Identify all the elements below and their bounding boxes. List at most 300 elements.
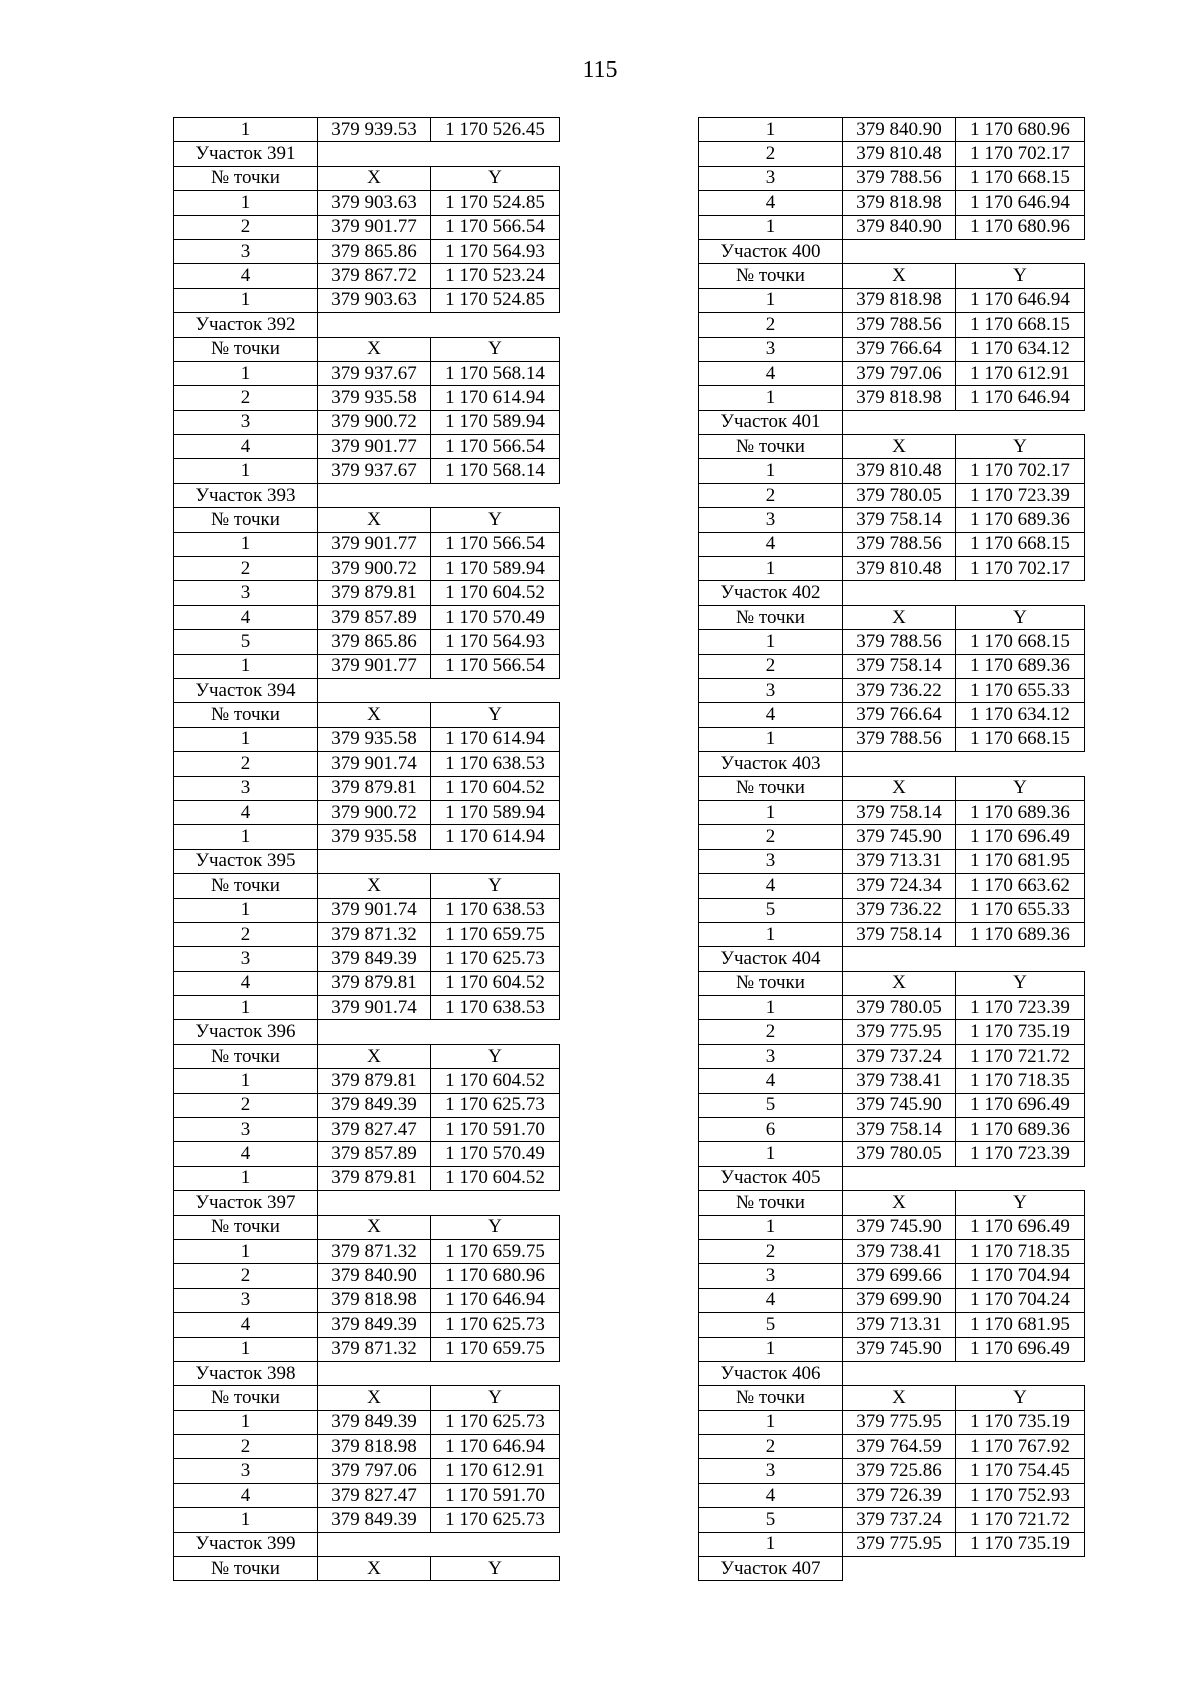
point-number: 3: [699, 166, 843, 190]
table-row: [699, 386, 1085, 410]
y-value: 1 170 566.54: [431, 532, 560, 556]
y-value: 1 170 625.73: [431, 1313, 560, 1337]
point-number: 1: [699, 1337, 843, 1361]
x-value: 379 758.14: [843, 800, 956, 824]
plot-title-row: [174, 483, 560, 507]
y-value: 1 170 604.52: [431, 1166, 560, 1190]
plot-title: Участок 402: [699, 581, 843, 605]
table-row: [174, 386, 560, 410]
table-row: [174, 630, 560, 654]
x-value: 379 901.74: [318, 996, 431, 1020]
table-row: [174, 1142, 560, 1166]
table-row: [174, 1093, 560, 1117]
table-row: [174, 1166, 560, 1190]
y-value: 1 170 723.39: [956, 1142, 1085, 1166]
column-header-row: [174, 508, 560, 532]
point-number: 1: [699, 800, 843, 824]
table-row: [174, 1337, 560, 1361]
x-value: 379 758.14: [843, 654, 956, 678]
y-value: 1 170 680.96: [956, 215, 1085, 239]
y-value: 1 170 659.75: [431, 1337, 560, 1361]
column-header-row: [699, 264, 1085, 288]
x-value: 379 901.77: [318, 532, 431, 556]
y-value: 1 170 668.15: [956, 727, 1085, 751]
column-header-row: [174, 1215, 560, 1239]
y-value: 1 170 689.36: [956, 508, 1085, 532]
x-value: 379 699.66: [843, 1264, 956, 1288]
point-number: 1: [174, 1166, 318, 1190]
table-row: [174, 752, 560, 776]
table-row: [699, 1142, 1085, 1166]
point-number: 1: [699, 459, 843, 483]
x-header: X: [843, 1386, 956, 1410]
x-value: 379 818.98: [318, 1288, 431, 1312]
table-row: [174, 1264, 560, 1288]
point-number: 2: [699, 483, 843, 507]
y-value: 1 170 625.73: [431, 947, 560, 971]
x-value: 379 901.77: [318, 435, 431, 459]
point-number: 3: [174, 776, 318, 800]
table-row: [699, 1215, 1085, 1239]
x-value: 379 758.14: [843, 508, 956, 532]
column-header-row: [699, 971, 1085, 995]
y-value: 1 170 570.49: [431, 605, 560, 629]
x-value: 379 788.56: [843, 313, 956, 337]
point-number: 3: [174, 581, 318, 605]
point-number: 3: [174, 1118, 318, 1142]
point-number: 5: [699, 1313, 843, 1337]
x-value: 379 867.72: [318, 264, 431, 288]
table-row: [174, 1508, 560, 1532]
x-value: 379 935.58: [318, 825, 431, 849]
y-value: 1 170 680.96: [431, 1264, 560, 1288]
x-value: 379 935.58: [318, 386, 431, 410]
y-value: 1 170 646.94: [956, 386, 1085, 410]
x-header: X: [318, 1557, 431, 1581]
coordinates-table-left: [173, 117, 560, 1581]
x-value: 379 840.90: [843, 215, 956, 239]
table-row: [174, 459, 560, 483]
point-number: 2: [174, 922, 318, 946]
blank-cell: [843, 581, 1085, 605]
blank-cell: [318, 1532, 560, 1556]
point-number: 1: [699, 215, 843, 239]
point-number: 1: [174, 288, 318, 312]
x-value: 379 758.14: [843, 922, 956, 946]
point-number: 3: [174, 410, 318, 434]
table-row: [699, 1020, 1085, 1044]
blank-cell: [843, 410, 1085, 434]
table-row: [174, 825, 560, 849]
y-header: Y: [431, 337, 560, 361]
plot-title-row: [699, 1166, 1085, 1190]
point-number: 1: [699, 996, 843, 1020]
x-header: X: [843, 435, 956, 459]
x-value: 379 900.72: [318, 800, 431, 824]
point-number: 4: [174, 1142, 318, 1166]
plot-title: Участок 406: [699, 1361, 843, 1385]
point-number: 1: [174, 727, 318, 751]
table-row: [174, 557, 560, 581]
table-row: [174, 361, 560, 385]
point-number: 4: [699, 191, 843, 215]
y-value: 1 170 735.19: [956, 1410, 1085, 1434]
table-row: [699, 361, 1085, 385]
table-row: [699, 142, 1085, 166]
column-header-row: [174, 337, 560, 361]
plot-title: Участок 407: [699, 1557, 843, 1581]
x-value: 379 879.81: [318, 1166, 431, 1190]
y-value: 1 170 612.91: [431, 1459, 560, 1483]
y-value: 1 170 752.93: [956, 1483, 1085, 1507]
point-number: 3: [699, 508, 843, 532]
x-value: 379 901.74: [318, 752, 431, 776]
table-row: [174, 532, 560, 556]
table-row: [699, 1459, 1085, 1483]
table-row: [174, 191, 560, 215]
y-value: 1 170 668.15: [956, 166, 1085, 190]
x-value: 379 810.48: [843, 557, 956, 581]
y-value: 1 170 614.94: [431, 727, 560, 751]
y-header: Y: [431, 1386, 560, 1410]
x-value: 379 818.98: [843, 288, 956, 312]
plot-title: Участок 393: [174, 483, 318, 507]
point-number: 4: [174, 1313, 318, 1337]
point-number: 1: [174, 898, 318, 922]
table-row: [699, 166, 1085, 190]
blank-cell: [843, 1557, 1085, 1581]
column-header-row: [699, 605, 1085, 629]
table-row: [699, 1239, 1085, 1263]
point-number-header: № точки: [699, 435, 843, 459]
table-row: [174, 581, 560, 605]
point-number-header: № точки: [699, 1191, 843, 1215]
point-number: 2: [174, 1435, 318, 1459]
table-row: [174, 1459, 560, 1483]
plot-title: Участок 394: [174, 678, 318, 702]
y-value: 1 170 702.17: [956, 557, 1085, 581]
x-value: 379 713.31: [843, 1313, 956, 1337]
table-row: [699, 727, 1085, 751]
plot-title: Участок 397: [174, 1191, 318, 1215]
column-header-row: [174, 703, 560, 727]
table-row: [699, 922, 1085, 946]
table-row: [174, 239, 560, 263]
y-value: 1 170 655.33: [956, 678, 1085, 702]
table-row: [699, 557, 1085, 581]
y-value: 1 170 721.72: [956, 1508, 1085, 1532]
y-value: 1 170 625.73: [431, 1093, 560, 1117]
x-header: X: [843, 971, 956, 995]
y-value: 1 170 625.73: [431, 1410, 560, 1434]
point-number: 4: [699, 1069, 843, 1093]
y-value: 1 170 589.94: [431, 557, 560, 581]
point-number: 4: [699, 1288, 843, 1312]
y-value: 1 170 524.85: [431, 191, 560, 215]
table-row: [174, 1118, 560, 1142]
plot-title: Участок 405: [699, 1166, 843, 1190]
table-row: [699, 800, 1085, 824]
right-column: [698, 117, 1085, 1581]
table-row: [174, 288, 560, 312]
table-row: [699, 1118, 1085, 1142]
point-number: 4: [699, 361, 843, 385]
table-row: [174, 264, 560, 288]
point-number: 3: [699, 1459, 843, 1483]
y-value: 1 170 604.52: [431, 971, 560, 995]
table-row: [699, 1093, 1085, 1117]
point-number: 1: [174, 1069, 318, 1093]
x-value: 379 810.48: [843, 142, 956, 166]
x-header: X: [318, 1044, 431, 1068]
table-row: [174, 898, 560, 922]
x-value: 379 797.06: [318, 1459, 431, 1483]
blank-cell: [318, 678, 560, 702]
point-number: 4: [699, 532, 843, 556]
x-value: 379 797.06: [843, 361, 956, 385]
y-header: Y: [956, 1386, 1085, 1410]
point-number: 2: [699, 825, 843, 849]
plot-title-row: [174, 678, 560, 702]
x-value: 379 818.98: [318, 1435, 431, 1459]
point-number: 5: [699, 1093, 843, 1117]
y-value: 1 170 718.35: [956, 1239, 1085, 1263]
plot-title: Участок 395: [174, 849, 318, 873]
point-number: 6: [699, 1118, 843, 1142]
point-number: 1: [174, 825, 318, 849]
point-number: 2: [699, 1239, 843, 1263]
table-row: [699, 459, 1085, 483]
table-row: [174, 435, 560, 459]
x-value: 379 937.67: [318, 361, 431, 385]
y-value: 1 170 723.39: [956, 996, 1085, 1020]
point-number: 1: [174, 459, 318, 483]
table-row: [699, 215, 1085, 239]
point-number-header: № точки: [174, 1215, 318, 1239]
blank-cell: [318, 1361, 560, 1385]
x-header: X: [843, 1191, 956, 1215]
point-number: 3: [699, 1264, 843, 1288]
y-value: 1 170 568.14: [431, 459, 560, 483]
y-value: 1 170 689.36: [956, 800, 1085, 824]
blank-cell: [318, 142, 560, 166]
point-number: 2: [699, 654, 843, 678]
x-value: 379 745.90: [843, 1215, 956, 1239]
y-value: 1 170 625.73: [431, 1508, 560, 1532]
point-number: 2: [174, 557, 318, 581]
x-value: 379 900.72: [318, 557, 431, 581]
x-value: 379 871.32: [318, 922, 431, 946]
y-value: 1 170 568.14: [431, 361, 560, 385]
x-header: X: [318, 874, 431, 898]
point-number-header: № точки: [699, 971, 843, 995]
y-value: 1 170 696.49: [956, 825, 1085, 849]
x-value: 379 871.32: [318, 1337, 431, 1361]
x-value: 379 737.24: [843, 1508, 956, 1532]
y-value: 1 170 735.19: [956, 1020, 1085, 1044]
x-value: 379 745.90: [843, 825, 956, 849]
x-value: 379 764.59: [843, 1435, 956, 1459]
y-value: 1 170 754.45: [956, 1459, 1085, 1483]
x-value: 379 849.39: [318, 1410, 431, 1434]
page-number: 115: [582, 57, 618, 83]
table-row: [699, 825, 1085, 849]
column-header-row: [699, 1386, 1085, 1410]
point-number: 1: [174, 1239, 318, 1263]
x-value: 379 865.86: [318, 239, 431, 263]
x-value: 379 736.22: [843, 898, 956, 922]
y-value: 1 170 646.94: [956, 288, 1085, 312]
y-value: 1 170 767.92: [956, 1435, 1085, 1459]
y-value: 1 170 704.24: [956, 1288, 1085, 1312]
x-header: X: [318, 166, 431, 190]
y-value: 1 170 638.53: [431, 898, 560, 922]
table-row: [174, 1435, 560, 1459]
x-value: 379 939.53: [318, 118, 431, 142]
point-number: 3: [699, 849, 843, 873]
left-column: [173, 117, 560, 1581]
x-value: 379 937.67: [318, 459, 431, 483]
point-number: 1: [174, 1337, 318, 1361]
table-row: [174, 1288, 560, 1312]
blank-cell: [843, 1361, 1085, 1385]
table-row: [174, 605, 560, 629]
table-row: [699, 898, 1085, 922]
y-value: 1 170 591.70: [431, 1118, 560, 1142]
x-header: X: [318, 508, 431, 532]
plot-title: Участок 403: [699, 752, 843, 776]
point-number: 3: [699, 337, 843, 361]
table-row: [174, 410, 560, 434]
table-row: [699, 288, 1085, 312]
table-row: [699, 849, 1085, 873]
table-row: [174, 215, 560, 239]
point-number: 2: [699, 1435, 843, 1459]
table-row: [174, 1483, 560, 1507]
point-number: 1: [174, 361, 318, 385]
table-row: [174, 1069, 560, 1093]
plot-title-row: [699, 239, 1085, 263]
x-header: X: [318, 1386, 431, 1410]
y-value: 1 170 668.15: [956, 313, 1085, 337]
column-header-row: [174, 1044, 560, 1068]
y-value: 1 170 604.52: [431, 1069, 560, 1093]
x-value: 379 849.39: [318, 947, 431, 971]
column-header-row: [174, 166, 560, 190]
x-value: 379 857.89: [318, 605, 431, 629]
x-value: 379 879.81: [318, 776, 431, 800]
table-row: [699, 1532, 1085, 1556]
plot-title-row: [699, 581, 1085, 605]
table-row: [699, 1264, 1085, 1288]
column-header-row: [699, 776, 1085, 800]
x-value: 379 901.74: [318, 898, 431, 922]
y-value: 1 170 564.93: [431, 239, 560, 263]
plot-title: Участок 392: [174, 313, 318, 337]
y-value: 1 170 704.94: [956, 1264, 1085, 1288]
point-number: 5: [699, 1508, 843, 1532]
table-row: [699, 1435, 1085, 1459]
point-number: 1: [174, 118, 318, 142]
point-number-header: № точки: [174, 166, 318, 190]
point-number: 3: [174, 947, 318, 971]
x-value: 379 879.81: [318, 1069, 431, 1093]
table-row: [699, 703, 1085, 727]
point-number: 4: [699, 874, 843, 898]
blank-cell: [843, 752, 1085, 776]
x-value: 379 788.56: [843, 630, 956, 654]
point-number: 1: [174, 532, 318, 556]
y-value: 1 170 689.36: [956, 922, 1085, 946]
x-value: 379 849.39: [318, 1313, 431, 1337]
point-number: 1: [174, 191, 318, 215]
y-value: 1 170 718.35: [956, 1069, 1085, 1093]
point-number: 5: [174, 630, 318, 654]
y-value: 1 170 638.53: [431, 752, 560, 776]
point-number: 1: [174, 1410, 318, 1434]
plot-title-row: [699, 1557, 1085, 1581]
y-value: 1 170 523.24: [431, 264, 560, 288]
point-number: 1: [699, 386, 843, 410]
y-value: 1 170 634.12: [956, 703, 1085, 727]
y-value: 1 170 702.17: [956, 459, 1085, 483]
x-value: 379 737.24: [843, 1044, 956, 1068]
x-header: X: [843, 776, 956, 800]
x-header: X: [318, 1215, 431, 1239]
point-number: 4: [174, 264, 318, 288]
x-value: 379 775.95: [843, 1532, 956, 1556]
table-row: [174, 971, 560, 995]
y-header: Y: [956, 435, 1085, 459]
x-value: 379 935.58: [318, 727, 431, 751]
table-row: [699, 508, 1085, 532]
x-value: 379 775.95: [843, 1410, 956, 1434]
table-row: [699, 1288, 1085, 1312]
point-number: 2: [699, 313, 843, 337]
point-number: 1: [699, 1410, 843, 1434]
x-value: 379 780.05: [843, 996, 956, 1020]
point-number: 1: [699, 288, 843, 312]
plot-title-row: [174, 313, 560, 337]
table-row: [174, 727, 560, 751]
y-value: 1 170 604.52: [431, 776, 560, 800]
point-number: 2: [174, 215, 318, 239]
y-value: 1 170 604.52: [431, 581, 560, 605]
x-header: X: [318, 337, 431, 361]
point-number: 1: [699, 630, 843, 654]
x-value: 379 745.90: [843, 1093, 956, 1117]
plot-title: Участок 398: [174, 1361, 318, 1385]
y-value: 1 170 526.45: [431, 118, 560, 142]
x-value: 379 736.22: [843, 678, 956, 702]
point-number: 5: [699, 898, 843, 922]
point-number: 4: [174, 1483, 318, 1507]
y-value: 1 170 689.36: [956, 654, 1085, 678]
point-number-header: № точки: [174, 1386, 318, 1410]
point-number-header: № точки: [174, 337, 318, 361]
x-value: 379 818.98: [843, 386, 956, 410]
y-header: Y: [431, 166, 560, 190]
x-value: 379 879.81: [318, 581, 431, 605]
y-header: Y: [956, 1191, 1085, 1215]
point-number: 2: [699, 1020, 843, 1044]
x-value: 379 818.98: [843, 191, 956, 215]
x-value: 379 788.56: [843, 532, 956, 556]
x-value: 379 738.41: [843, 1239, 956, 1263]
plot-title-row: [174, 849, 560, 873]
point-number: 1: [699, 727, 843, 751]
point-number: 3: [174, 239, 318, 263]
